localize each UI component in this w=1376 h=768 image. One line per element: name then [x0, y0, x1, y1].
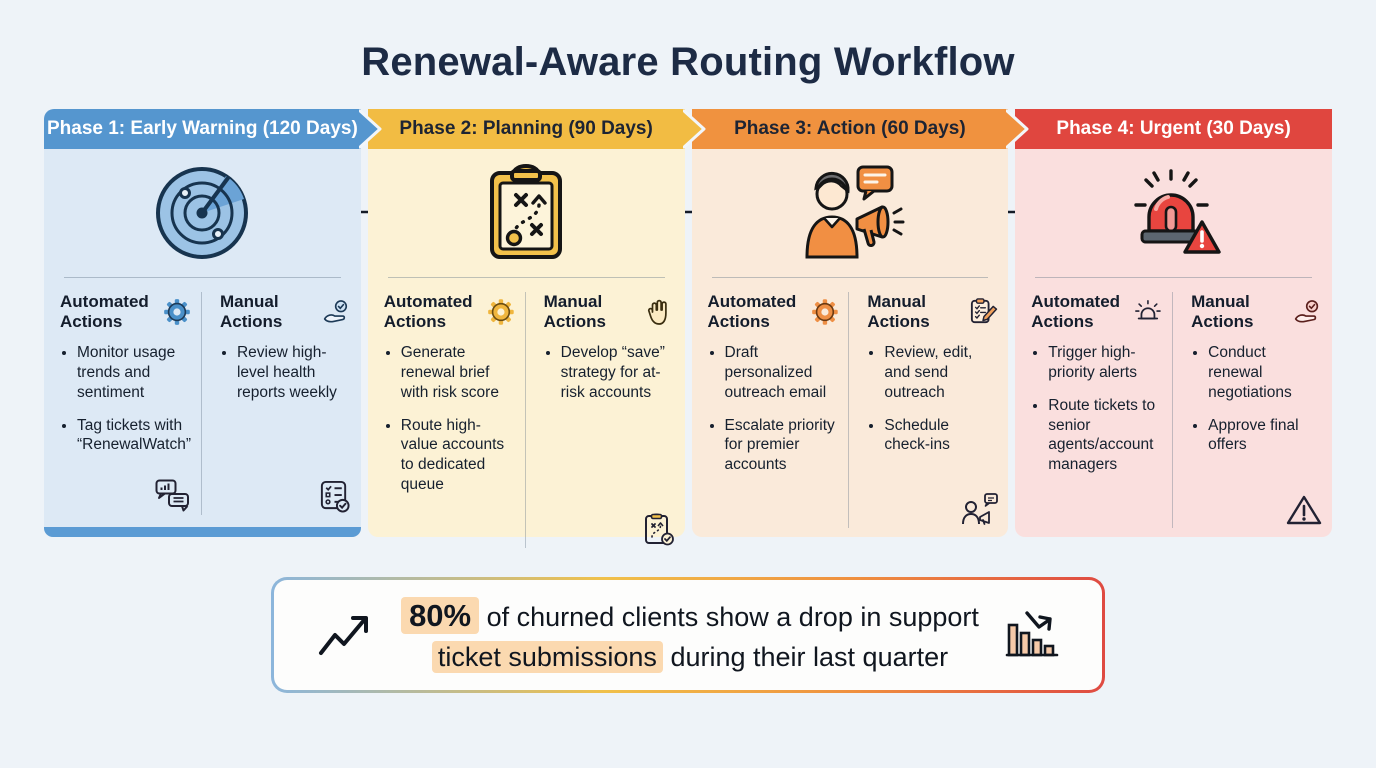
raised-hand-icon: [647, 298, 673, 326]
bullet-item: • Approve final offers: [1208, 416, 1322, 456]
phase-2-manual-column: [525, 292, 685, 548]
phase-1-bottom-strip: [44, 527, 361, 537]
workflow-phases: [44, 109, 1332, 537]
automated-actions-title: Automated Actions: [60, 292, 149, 331]
bullet-item: • Develop “save” strategy for at-risk accounts: [561, 343, 675, 402]
bullet-item: • Conduct renewal negotiations: [1208, 343, 1322, 402]
bullet-item: • Generate renewal brief with risk score: [401, 343, 515, 402]
automated-actions-title: Automated Actions: [707, 292, 797, 331]
bullet-item: • Route high-value accounts to dedicated queue: [401, 416, 515, 495]
phase-4-header-label: Phase 4: Urgent (30 Days): [1056, 118, 1291, 139]
phase-1-header-label: Phase 1: Early Warning (120 Days): [46, 118, 358, 139]
phase-3-header-label: Phase 3: Action (60 Days): [734, 118, 966, 139]
phase-1-manual-column: [201, 292, 361, 515]
phase-2-panel: [368, 109, 685, 537]
automated-actions-title: Automated Actions: [383, 292, 473, 331]
chat-chart-icon: [155, 479, 191, 513]
bullet-item: • Route tickets to senior agents/account managers: [1048, 396, 1162, 475]
person-megaphone-icon: [794, 163, 906, 263]
automated-actions-title: Automated Actions: [1031, 292, 1121, 331]
manual-actions-title: Manual Actions: [219, 292, 283, 331]
phase-1-panel: [44, 109, 361, 537]
bullet-item: • Escalate priority for premier accounts: [725, 416, 839, 475]
bullet-item: • Tag tickets with “RenewalWatch”: [77, 416, 191, 456]
manual-actions-title: Manual Actions: [1191, 292, 1254, 331]
phase-3-header: [692, 109, 1009, 149]
hand-check-icon: [323, 297, 351, 327]
manual-actions-title: Manual Actions: [867, 292, 930, 331]
clipboard-pencil-icon: [970, 297, 998, 326]
bullet-item: • Review high-level health reports weekly: [237, 343, 351, 402]
radar-icon: [152, 163, 252, 263]
manual-actions-title: Manual Actions: [543, 292, 606, 331]
stat-highlight: ticket submissions: [432, 641, 663, 673]
siren-icon: [1116, 163, 1232, 263]
gear-icon: [163, 298, 191, 326]
phase-header-arrow-tip: [683, 109, 707, 149]
trend-up-icon: [317, 611, 375, 659]
warning-triangle-icon: [1286, 494, 1322, 526]
person-megaphone-small-icon: [960, 492, 998, 526]
bullet-item: • Draft personalized outreach email: [725, 343, 839, 402]
hand-check-icon: [1294, 297, 1322, 327]
phase-2-header-label: Phase 2: Planning (90 Days): [399, 118, 653, 139]
checklist-icon: [318, 480, 351, 513]
siren-small-icon: [1134, 298, 1162, 325]
phase-2-header: [368, 109, 685, 149]
phase-1-header: [44, 109, 361, 149]
clipboard-strategy-icon: [480, 163, 572, 263]
bullet-item: • Trigger high-priority alerts: [1048, 343, 1162, 383]
phase-3-panel: [692, 109, 1009, 537]
phase-header-arrow-tip: [359, 109, 383, 149]
stat-value: 80%: [401, 597, 479, 634]
clipboard-check-icon: [643, 512, 675, 546]
page-title: Renewal-Aware Routing Workflow: [361, 40, 1015, 84]
gear-icon: [487, 298, 515, 326]
phase-4-automated-column: [1015, 292, 1172, 528]
phase-2-automated-column: [368, 292, 525, 548]
phase-4-panel: [1015, 109, 1332, 537]
phase-3-automated-column: [692, 292, 849, 528]
phase-4-manual-column: [1172, 292, 1332, 528]
stat-callout: [271, 577, 1105, 693]
bullet-item: • Review, edit, and send outreach: [884, 343, 998, 402]
bullet-item: • Schedule check-ins: [884, 416, 998, 456]
phase-3-manual-column: [848, 292, 1008, 528]
bullet-item: • Monitor usage trends and sentiment: [77, 343, 191, 402]
phase-header-arrow-tip: [1006, 109, 1030, 149]
stat-text: 80% of churned clients show a drop in support ticket submissions during their last quarter: [401, 594, 979, 676]
phase-1-automated-column: [44, 292, 201, 515]
phase-4-header: [1015, 109, 1332, 149]
gear-icon: [811, 298, 839, 326]
declining-bars-icon: [1005, 609, 1059, 661]
